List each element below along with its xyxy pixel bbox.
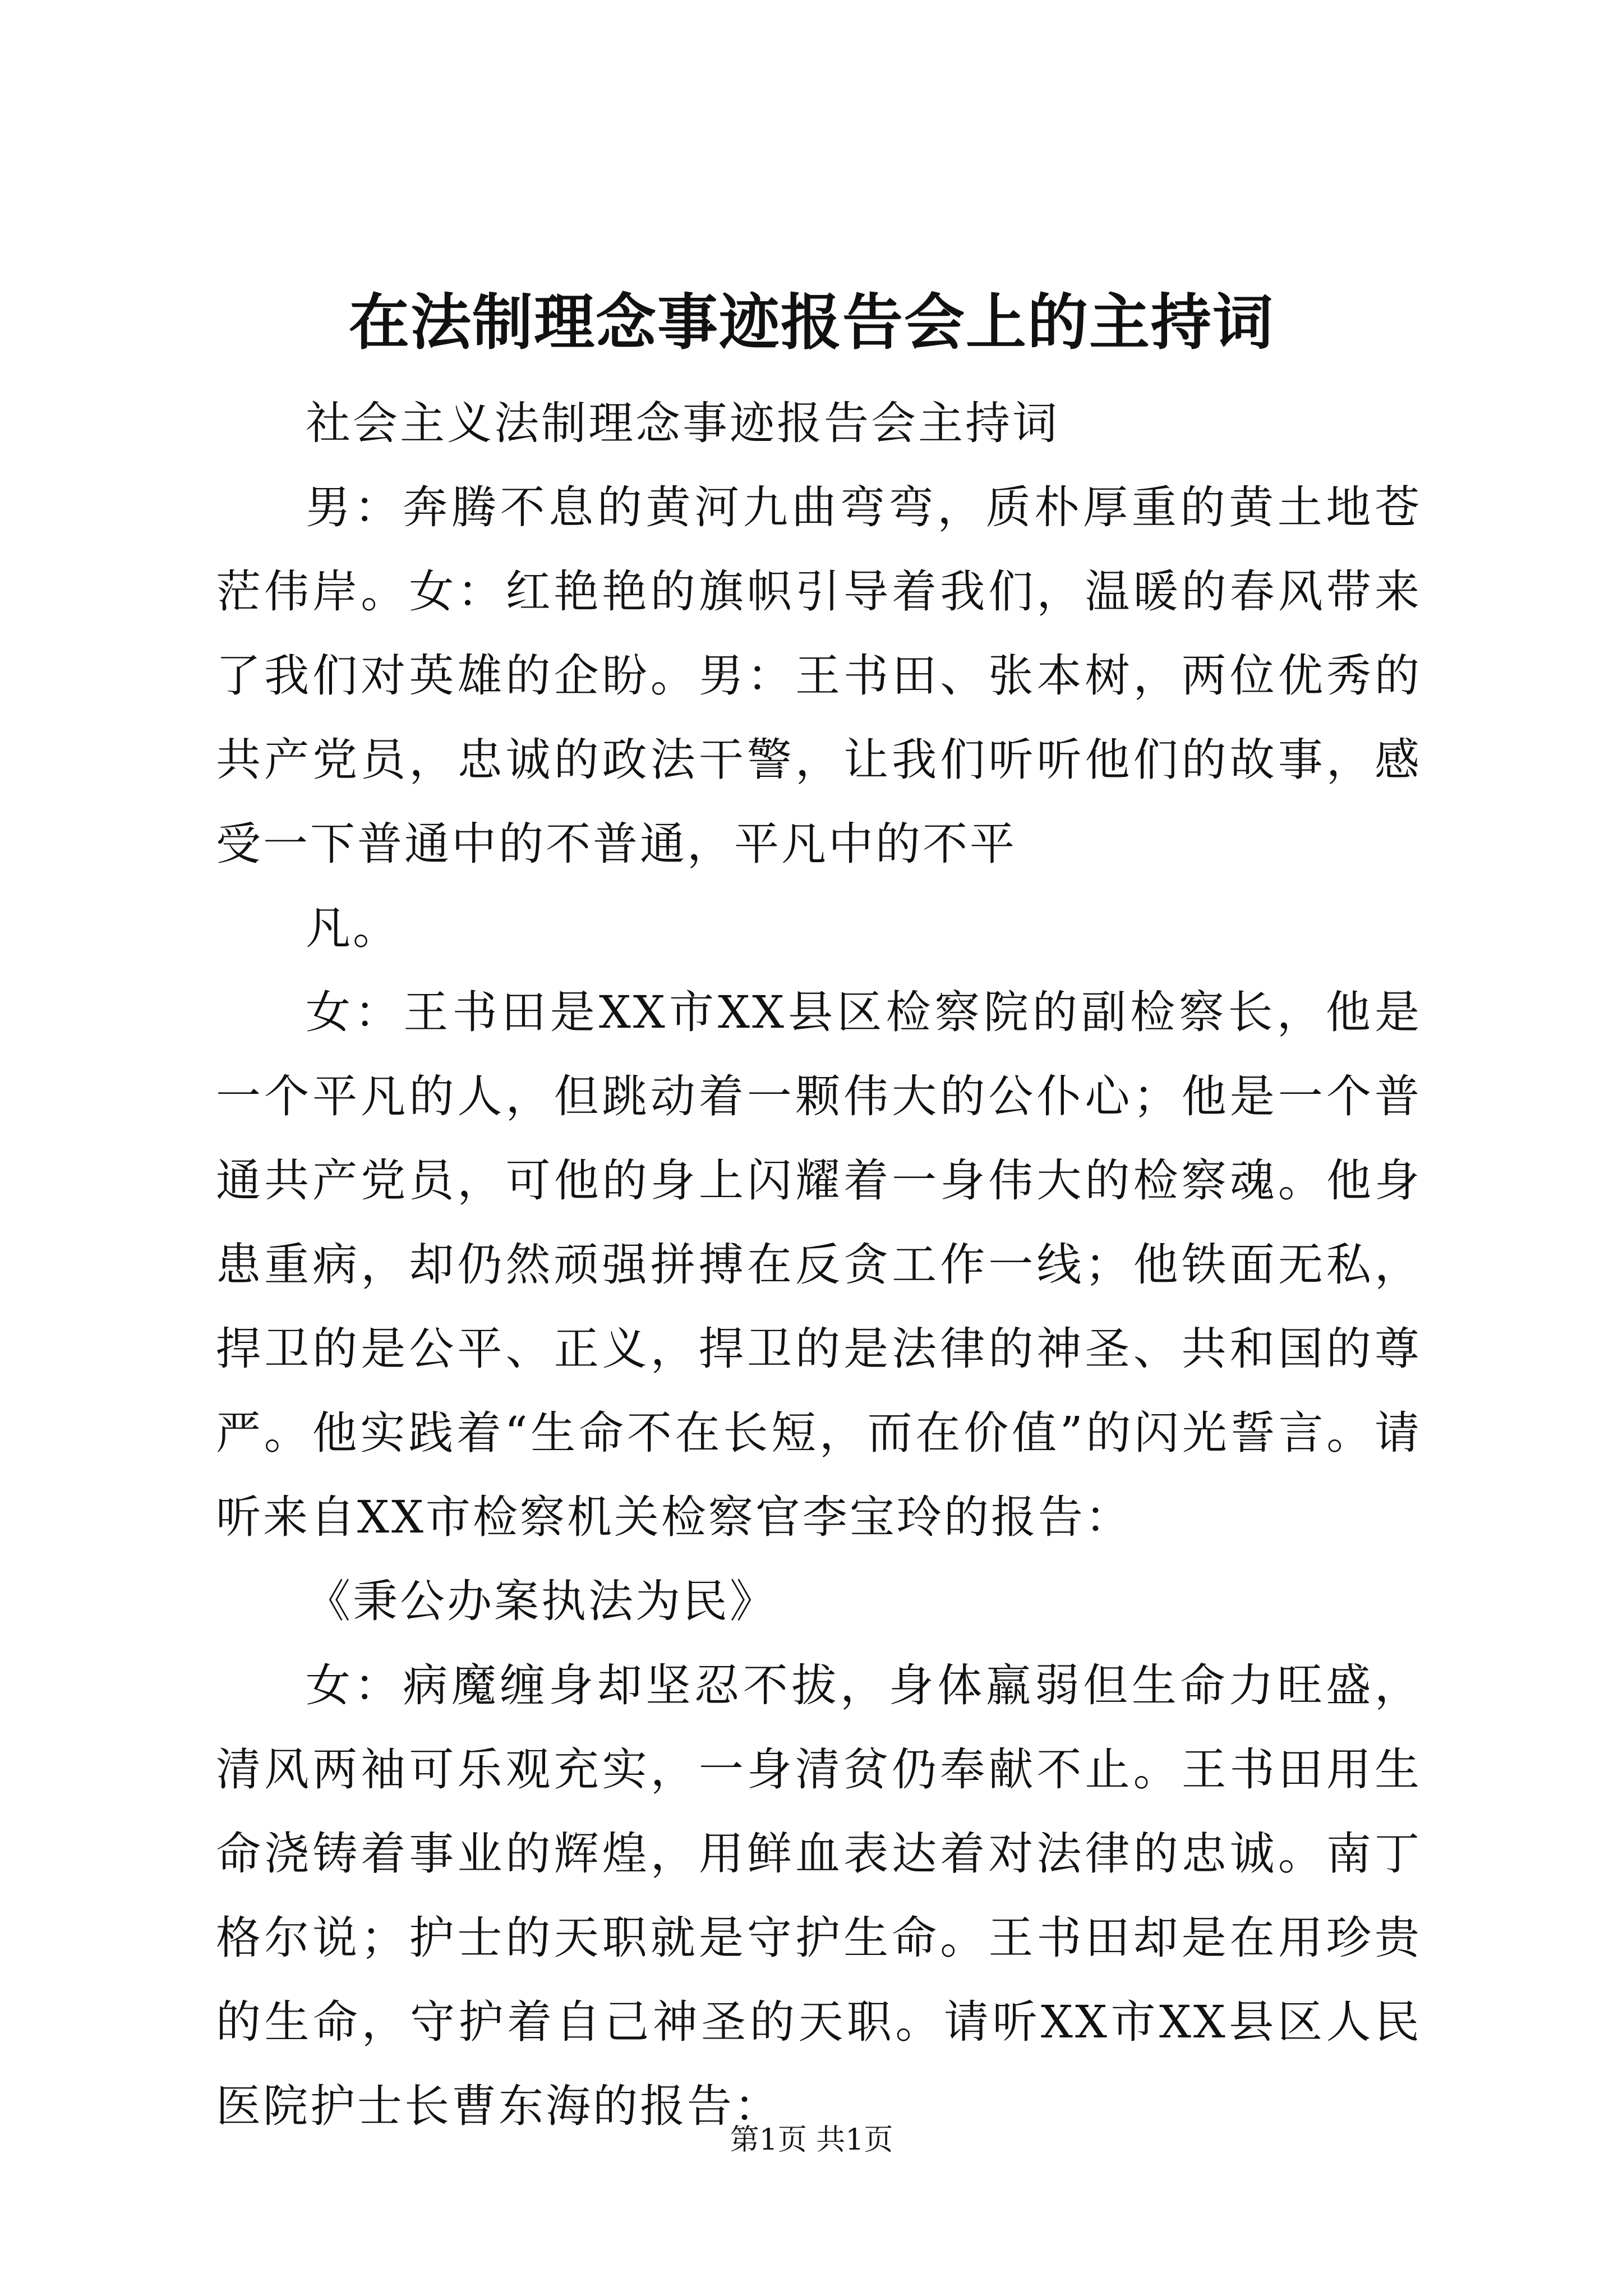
paragraph: 凡。 (306, 902, 400, 954)
paragraph: 男：奔腾不息的黄河九曲弯弯，质朴厚重的黄土地苍茫伟岸。女：红艳艳的旗帜引导着我们，温暖的春风带来了我们对英雄的企盼。男：王书田、张本树，两位优秀的共产党员，忠诚的政法干警，让我们听听他们的故事，感受一下普通中的不普通，平凡中的不平 (216, 481, 1422, 870)
document-body (216, 381, 1422, 2148)
paragraph: 女：王书田是XX市XX县区检察院的副检察长，他是一个平凡的人，但跳动着一颗伟大的公仆心；他是一个普通共产党员，可他的身上闪耀着一身伟大的检察魂。他身患重病，却仍然顽强拼搏在反贪工作一线；他铁面无私，捍卫的是公平、正义，捍卫的是法律的神圣、共和国的尊严。他实践着“生命不在长短，而在价值”的闪光誓言。请听来自XX市检察机关检察官李宝玲的报告： (216, 986, 1422, 1543)
document-title: 在法制理念事迹报告会上的主持词 (348, 287, 1274, 358)
paragraph: 《秉公办案执法为民》 (306, 1575, 777, 1627)
paragraph: 女：病魔缠身却坚忍不拔，身体羸弱但生命力旺盛，清风两袖可乐观充实，一身清贫仍奉献不止。王书田用生命浇铸着事业的辉煌，用鲜血表达着对法律的忠诚。南丁格尔说；护士的天职就是守护生命。王书田却是在用珍贵的生命，守护着自己神圣的天职。请听XX市XX县区人民医院护士长曹东海的报告： (216, 1659, 1422, 2132)
page-footer: 第1页 共1页 (730, 2123, 893, 2157)
paragraph: 社会主义法制理念事迹报告会主持词 (306, 397, 1059, 449)
